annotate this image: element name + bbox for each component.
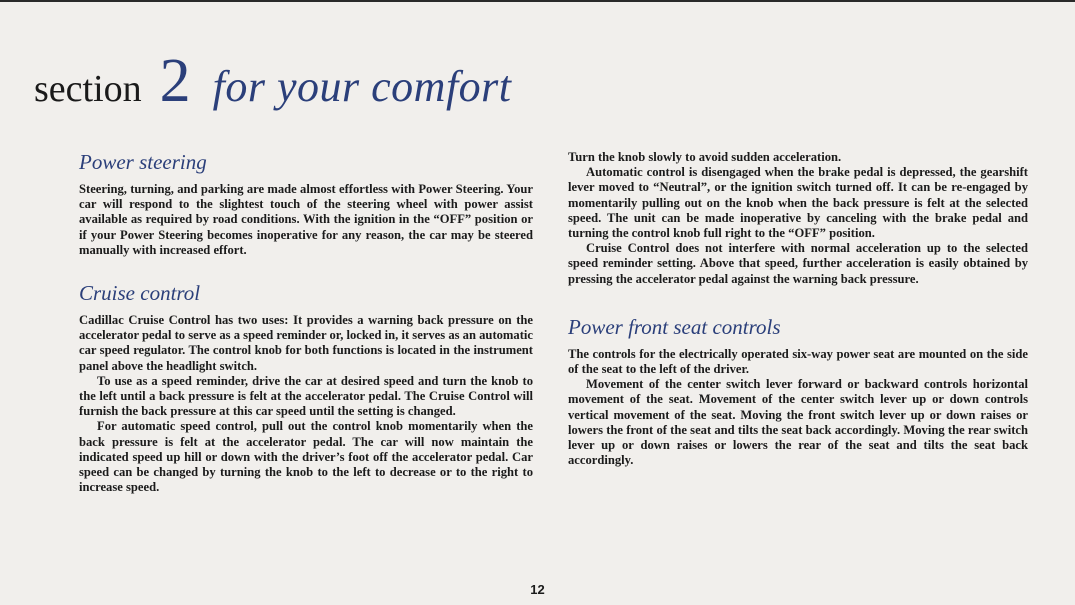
paragraph-disengage: Automatic control is disengaged when the brake pedal is depressed, the gearshift lever moved to “Neutral”, or the ignition switch turned off. It can be re-engaged by momentarily pulling out on the knob when the back pressure is felt at the selected speed. The unit can be made inoperative by canceling with the brake pedal and turning the control knob full right to the “OFF” position. <box>568 165 1028 241</box>
heading-cruise-control: Cruise control <box>79 281 201 306</box>
paragraph-turn-knob: Turn the knob slowly to avoid sudden acceleration. <box>568 150 842 164</box>
section-spacer <box>568 287 1028 315</box>
section-header <box>34 46 512 117</box>
paragraph-power-steering: Steering, turning, and parking are made almost effortless with Power Steering. Your car will respond to the slightest touch of the steering wheel with power assist available as required by road conditions. With the ignition in the “OFF” position or if your Power Steering becomes inoperative for any reason, the car may be steered manually with increased effort. <box>79 182 533 257</box>
paragraph-acceleration: Cruise Control does not interfere with normal acceleration up to the selected speed reminder setting. Above that speed, further acceleration is easily obtained by pressing the accelerator pedal against the warning back pressure. <box>568 241 1028 286</box>
heading-power-steering: Power steering <box>79 150 207 174</box>
section-number: 2 <box>159 47 191 115</box>
paragraph-automatic-speed: For automatic speed control, pull out the control knob momentarily when the back pressure is felt at the accelerator pedal. The car will now maintain the indicated speed up hill or down with the driver’s foot off the accelerator pedal. Car speed can be changed by turning the knob to the left to decrease or to the right to increase speed. <box>79 419 533 495</box>
section-title: for your comfort <box>212 62 512 111</box>
heading-power-front-seat: Power front seat controls <box>568 314 781 339</box>
section-label: section <box>34 68 142 110</box>
paragraph-seat-movement: Movement of the center switch lever forward or backward controls horizontal movement of the seat. Movement of the center switch lever up or down controls vertical movement of the seat. Moving the front switch lever up or down raises or lowers the front of the seat and tilts the seat back accordingly. Moving the rear switch lever up or down raises or lowers the rear of the seat and tilts the seat back accordingly. <box>568 377 1028 468</box>
paragraph-speed-reminder: To use as a speed reminder, drive the car at desired speed and turn the knob to the left until a back pressure is felt at the accelerator pedal. The Cruise Control will furnish the back pressure at this car speed until the setting is changed. <box>79 373 533 419</box>
right-column <box>568 150 1028 468</box>
left-column <box>79 150 533 495</box>
section-spacer <box>79 258 533 281</box>
paragraph-seat-controls: The controls for the electrically operated six-way power seat are mounted on the side of the seat to the left of the driver. <box>568 346 1028 377</box>
top-edge-divider <box>0 0 1075 2</box>
paragraph-cruise-intro: Cadillac Cruise Control has two uses: It provides a warning back pressure on the accelerator pedal to serve as a speed reminder or, locked in, it serves as an automatic car speed regulator. The control knob for both functions is located in the instrument panel above the headlight switch. <box>79 313 533 373</box>
page-number: 12 <box>530 582 545 597</box>
